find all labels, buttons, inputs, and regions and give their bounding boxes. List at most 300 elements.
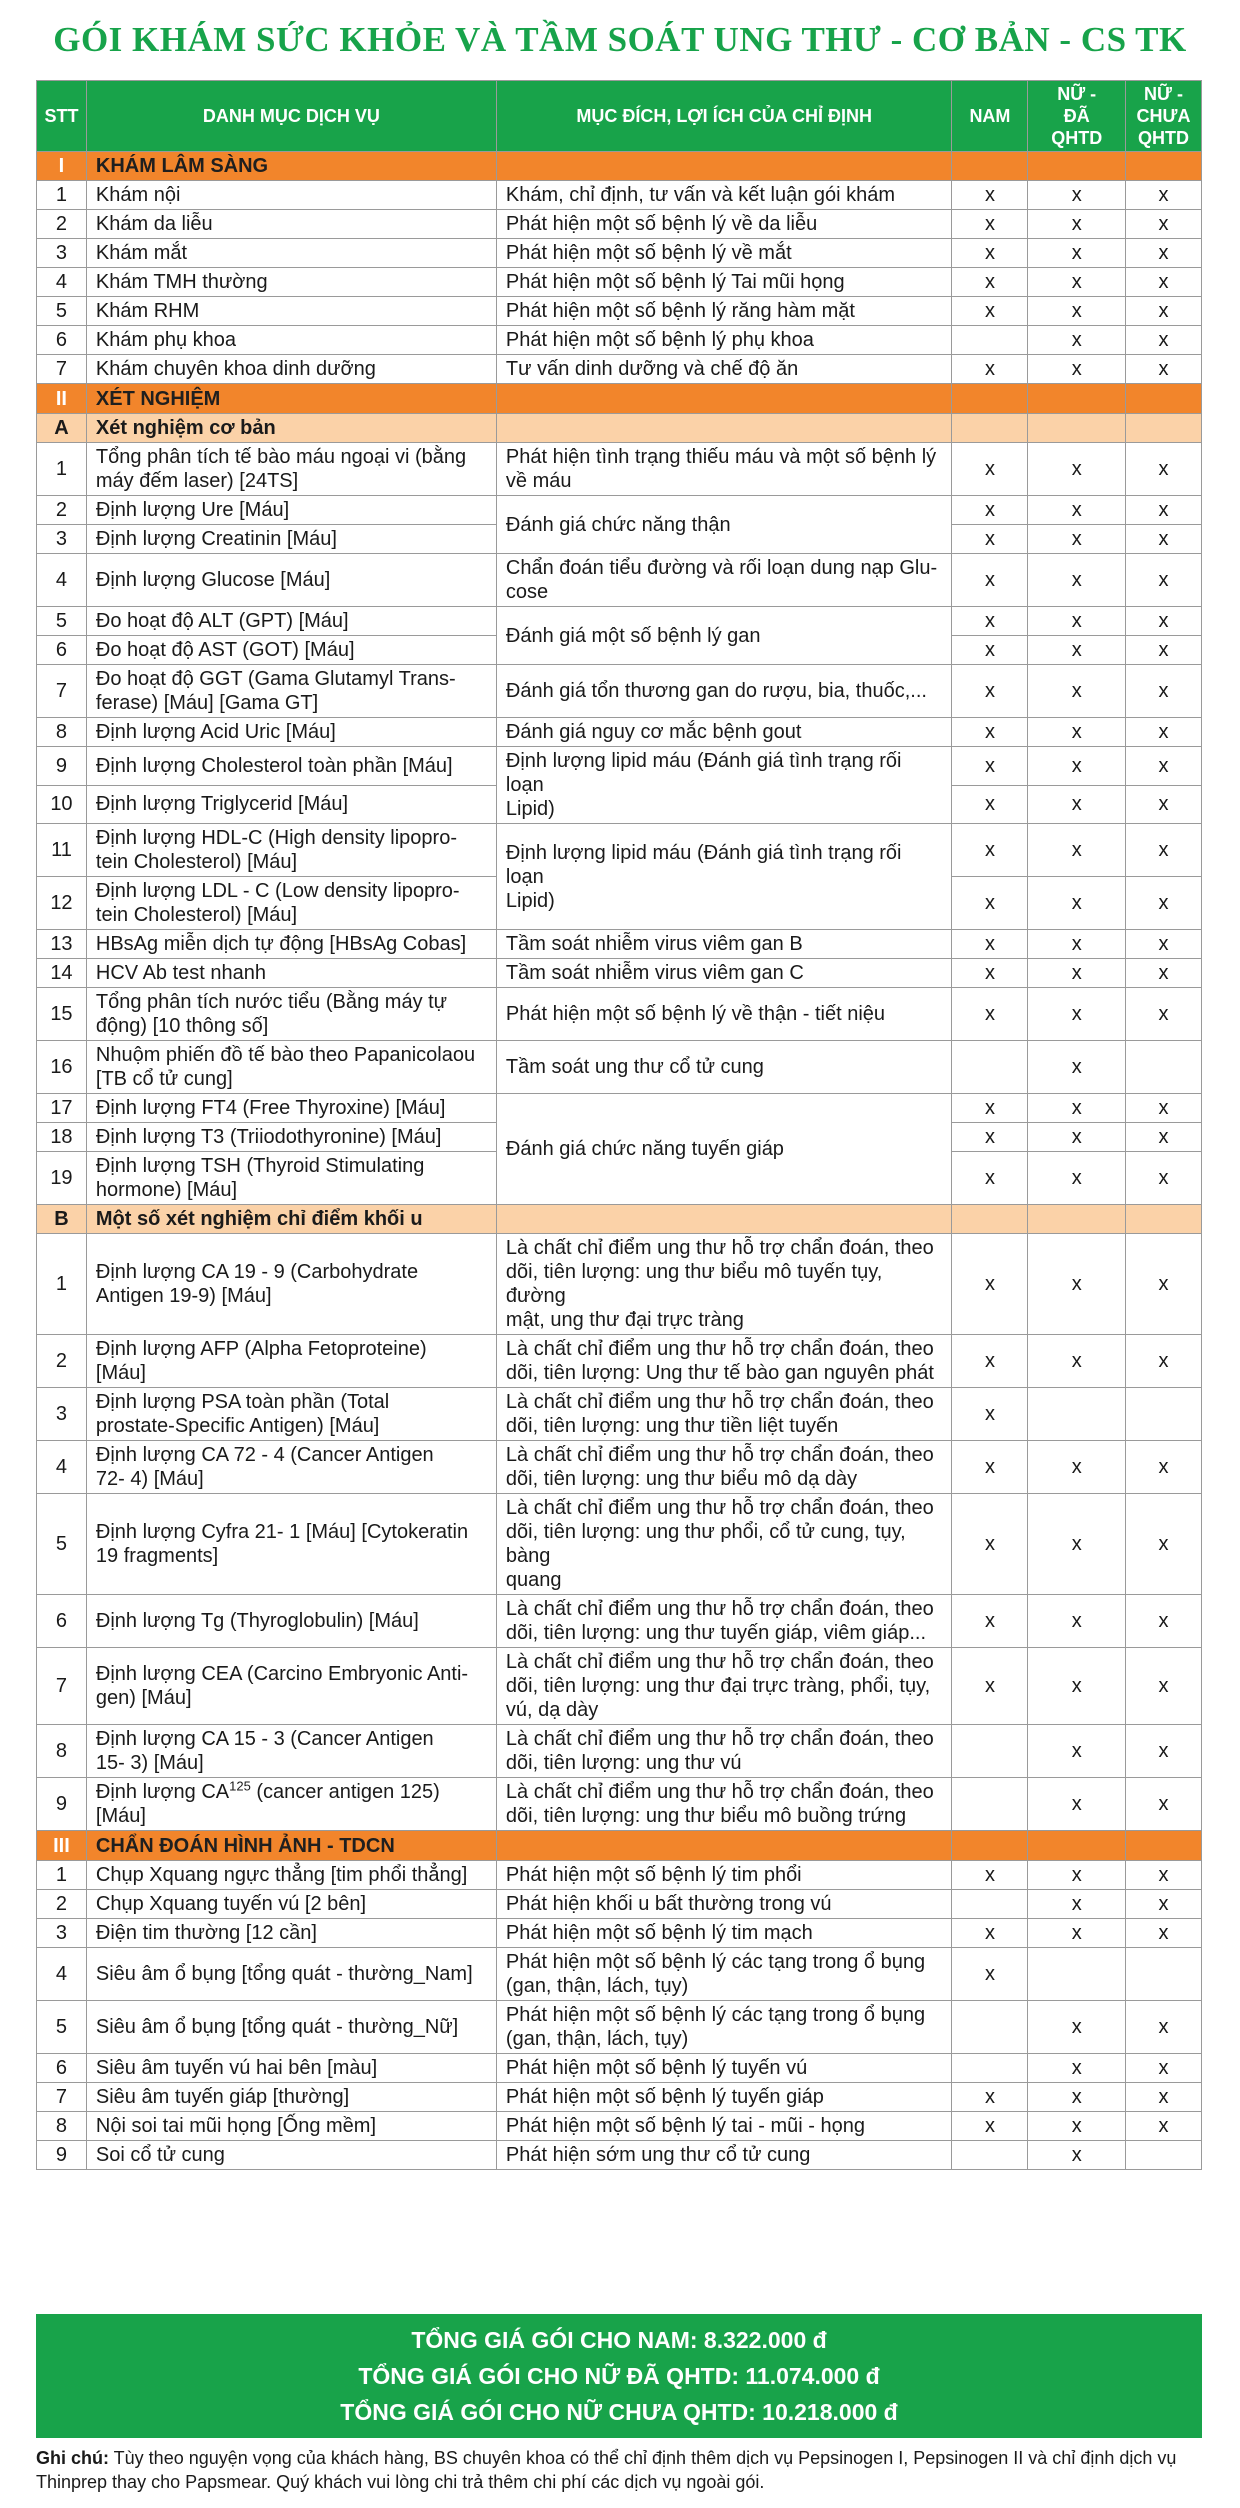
mark-nam: [952, 1890, 1028, 1919]
section-row: [37, 1831, 1202, 1861]
mark-nam: x: [952, 959, 1028, 988]
mark-nu-chua: x: [1126, 1094, 1202, 1123]
table-row: [37, 326, 1202, 355]
table-row: [37, 1388, 1202, 1441]
mark-nu-chua: x: [1126, 988, 1202, 1041]
table-row: [37, 1041, 1202, 1094]
mark-nu-da: x: [1028, 268, 1126, 297]
row-purpose: Định lượng lipid máu (Đánh giá tình trạng rối loạn Lipid): [496, 747, 952, 824]
row-service: Chụp Xquang ngực thẳng [tim phổi thẳng]: [86, 1861, 496, 1890]
row-service: Siêu âm tuyến vú hai bên [màu]: [86, 2054, 496, 2083]
row-stt: 1: [37, 1234, 87, 1335]
service-text: Định lượng CA: [95, 1781, 230, 1803]
row-stt: 12: [37, 877, 87, 930]
row-stt: 9: [37, 2141, 87, 2170]
table-row: [37, 268, 1202, 297]
mark-nam: x: [952, 636, 1028, 665]
mark-nu-chua: [1126, 1948, 1202, 2001]
mark-nu-chua: x: [1126, 268, 1202, 297]
mark-nu-chua: x: [1126, 636, 1202, 665]
mark-nam: x: [952, 1919, 1028, 1948]
table-row: [37, 607, 1202, 636]
mark-nu-chua: x: [1126, 1919, 1202, 1948]
mark-nu-da: x: [1028, 443, 1126, 496]
row-purpose: Phát hiện một số bệnh lý răng hàm mặt: [496, 297, 952, 326]
row-service: Khám nội: [86, 181, 496, 210]
row-stt: 7: [37, 355, 87, 384]
table-row: [37, 1890, 1202, 1919]
mark-nu-chua: x: [1126, 1441, 1202, 1494]
mark-nam: x: [952, 1861, 1028, 1890]
table-row: [37, 1441, 1202, 1494]
row-service: Định lượng LDL - C (Low density lipopro- tein Cholesterol) [Máu]: [86, 877, 496, 930]
row-stt: 2: [37, 496, 87, 525]
row-stt: 14: [37, 959, 87, 988]
mark-nu-chua: x: [1126, 959, 1202, 988]
row-purpose: Là chất chỉ điểm ung thư hỗ trợ chẩn đoán, theo dõi, tiên lượng: ung thư tiền liệt tuyến: [496, 1388, 952, 1441]
row-purpose: Là chất chỉ điểm ung thư hỗ trợ chẩn đoán, theo dõi, tiên lượng: ung thư biểu mô buồng trứng: [496, 1778, 952, 1831]
row-service: Siêu âm tuyến giáp [thường]: [86, 2083, 496, 2112]
table-row: [37, 297, 1202, 326]
row-purpose: Tầm soát nhiễm virus viêm gan C: [496, 959, 952, 988]
row-purpose: Phát hiện một số bệnh lý phụ khoa: [496, 326, 952, 355]
row-service: Khám RHM: [86, 297, 496, 326]
mark-nu-da: x: [1028, 1890, 1126, 1919]
table-row: [37, 1648, 1202, 1725]
mark-nu-chua: x: [1126, 2001, 1202, 2054]
mark-nu-chua: x: [1126, 326, 1202, 355]
total-price-nu-chua: TỔNG GIÁ GÓI CHO NỮ CHƯA QHTD: 10.218.000 đ: [340, 2399, 898, 2425]
row-purpose: Là chất chỉ điểm ung thư hỗ trợ chẩn đoán, theo dõi, tiên lượng: ung thư biểu mô dạ dày: [496, 1441, 952, 1494]
mark-nam: x: [952, 1123, 1028, 1152]
mark-nu-chua: x: [1126, 747, 1202, 786]
mark-nam: x: [952, 607, 1028, 636]
row-purpose: Khám, chỉ định, tư vấn và kết luận gói khám: [496, 181, 952, 210]
mark-nu-chua: x: [1126, 877, 1202, 930]
footnote-label: Ghi chú:: [36, 2448, 109, 2468]
row-purpose: Phát hiện một số bệnh lý tai - mũi - họng: [496, 2112, 952, 2141]
row-service: Nhuộm phiến đồ tế bào theo Papanicolaou [TB cổ tử cung]: [86, 1041, 496, 1094]
table-row: [37, 2001, 1202, 2054]
table-row: [37, 2083, 1202, 2112]
row-service: Đo hoạt độ AST (GOT) [Máu]: [86, 636, 496, 665]
row-stt: 1: [37, 443, 87, 496]
mark-nam: x: [952, 1234, 1028, 1335]
subsection-letter: B: [37, 1205, 87, 1234]
row-stt: 5: [37, 297, 87, 326]
row-stt: 15: [37, 988, 87, 1041]
mark-nu-da: x: [1028, 297, 1126, 326]
row-service: Định lượng Tg (Thyroglobulin) [Máu]: [86, 1595, 496, 1648]
row-stt: 17: [37, 1094, 87, 1123]
mark-nu-chua: x: [1126, 1648, 1202, 1725]
row-stt: 2: [37, 1890, 87, 1919]
mark-nu-chua: x: [1126, 554, 1202, 607]
section-number: III: [37, 1831, 87, 1861]
mark-nu-da: x: [1028, 1041, 1126, 1094]
row-purpose: Phát hiện tình trạng thiếu máu và một số bệnh lý về máu: [496, 443, 952, 496]
mark-nu-da: x: [1028, 718, 1126, 747]
table-row: [37, 1494, 1202, 1595]
row-stt: 13: [37, 930, 87, 959]
row-purpose: Phát hiện một số bệnh lý tim mạch: [496, 1919, 952, 1948]
row-stt: 9: [37, 1778, 87, 1831]
row-purpose: Phát hiện một số bệnh lý tuyến giáp: [496, 2083, 952, 2112]
row-service: Định lượng Triglycerid [Máu]: [86, 785, 496, 824]
col-nu-da-header: NỮ - ĐÃ QHTD: [1028, 81, 1126, 152]
mark-nu-chua: x: [1126, 297, 1202, 326]
table-row: [37, 443, 1202, 496]
row-service: Siêu âm ổ bụng [tổng quát - thường_Nữ]: [86, 2001, 496, 2054]
mark-nam: [952, 2054, 1028, 2083]
mark-nam: x: [952, 2112, 1028, 2141]
mark-nu-da: x: [1028, 1234, 1126, 1335]
mark-nam: x: [952, 1494, 1028, 1595]
mark-nam: x: [952, 930, 1028, 959]
row-stt: 4: [37, 554, 87, 607]
section-number: II: [37, 384, 87, 414]
mark-nam: x: [952, 1388, 1028, 1441]
service-table: [36, 80, 1202, 2170]
mark-nam: x: [952, 443, 1028, 496]
row-stt: 1: [37, 1861, 87, 1890]
mark-nam: x: [952, 665, 1028, 718]
row-service: Định lượng TSH (Thyroid Stimulating hormone) [Máu]: [86, 1152, 496, 1205]
row-service: Chụp Xquang tuyến vú [2 bên]: [86, 1890, 496, 1919]
mark-nu-da: x: [1028, 1335, 1126, 1388]
mark-nu-da: x: [1028, 607, 1126, 636]
row-purpose: Phát hiện một số bệnh lý về da liễu: [496, 210, 952, 239]
section-row: [37, 152, 1202, 181]
mark-nu-da: x: [1028, 554, 1126, 607]
mark-nu-da: x: [1028, 2054, 1126, 2083]
table-row: [37, 1234, 1202, 1335]
total-price-nu-da: TỔNG GIÁ GÓI CHO NỮ ĐÃ QHTD: 11.074.000 đ: [358, 2363, 880, 2389]
mark-nam: x: [952, 1648, 1028, 1725]
table-row: [37, 1595, 1202, 1648]
row-service: Định lượng Acid Uric [Máu]: [86, 718, 496, 747]
table-row: [37, 1725, 1202, 1778]
subsection-row: [37, 414, 1202, 443]
row-purpose: Là chất chỉ điểm ung thư hỗ trợ chẩn đoán, theo dõi, tiên lượng: ung thư tuyến giáp, viêm giáp...: [496, 1595, 952, 1648]
mark-nu-chua: x: [1126, 210, 1202, 239]
mark-nam: [952, 1778, 1028, 1831]
row-purpose: Phát hiện một số bệnh lý tuyến vú: [496, 2054, 952, 2083]
table-row: [37, 930, 1202, 959]
price-summary: [36, 2314, 1202, 2438]
row-stt: 6: [37, 326, 87, 355]
row-stt: 8: [37, 718, 87, 747]
section-label: XÉT NGHIỆM: [86, 384, 496, 414]
row-service: [86, 1778, 496, 1831]
mark-nu-da: x: [1028, 525, 1126, 554]
mark-nam: x: [952, 785, 1028, 824]
row-purpose: Chẩn đoán tiểu đường và rối loạn dung nạp Glu- cose: [496, 554, 952, 607]
mark-nam: x: [952, 297, 1028, 326]
mark-nu-chua: x: [1126, 2112, 1202, 2141]
mark-nu-chua: x: [1126, 443, 1202, 496]
row-service: Định lượng Ure [Máu]: [86, 496, 496, 525]
mark-nu-da: x: [1028, 2112, 1126, 2141]
row-stt: 7: [37, 2083, 87, 2112]
mark-nu-da: x: [1028, 496, 1126, 525]
mark-nu-chua: x: [1126, 607, 1202, 636]
row-stt: 11: [37, 824, 87, 877]
page-title: GÓI KHÁM SỨC KHỎE VÀ TẦM SOÁT UNG THƯ - CƠ BẢN - CS TK: [53, 20, 1187, 59]
row-service: HBsAg miễn dịch tự động [HBsAg Cobas]: [86, 930, 496, 959]
row-service: Khám TMH thường: [86, 268, 496, 297]
footnote-text: Tùy theo nguyện vọng của khách hàng, BS chuyên khoa có thể chỉ định thêm dịch vụ Pepsinogen I, Pepsinogen II và chỉ định dịch vụ Thinprep thay cho Papsmear. Quý khách vui lòng chi trả thêm chi phí các dịch vụ ngoài gói.: [36, 2448, 1177, 2492]
mark-nu-chua: [1126, 1041, 1202, 1094]
mark-nam: [952, 2001, 1028, 2054]
row-stt: 2: [37, 210, 87, 239]
row-stt: 5: [37, 2001, 87, 2054]
table-row: [37, 210, 1202, 239]
mark-nam: x: [952, 877, 1028, 930]
mark-nam: x: [952, 718, 1028, 747]
mark-nam: x: [952, 554, 1028, 607]
row-purpose: Phát hiện một số bệnh lý về thận - tiết niệu: [496, 988, 952, 1041]
row-stt: 8: [37, 2112, 87, 2141]
row-purpose: Tầm soát ung thư cổ tử cung: [496, 1041, 952, 1094]
mark-nam: x: [952, 2083, 1028, 2112]
subsection-label: Một số xét nghiệm chỉ điểm khối u: [86, 1205, 496, 1234]
section-label: CHẨN ĐOÁN HÌNH ẢNH - TDCN: [86, 1831, 496, 1861]
mark-nu-chua: x: [1126, 785, 1202, 824]
row-service: Định lượng Glucose [Máu]: [86, 554, 496, 607]
mark-nu-da: x: [1028, 785, 1126, 824]
mark-nam: x: [952, 496, 1028, 525]
mark-nu-chua: x: [1126, 1494, 1202, 1595]
table-row: [37, 665, 1202, 718]
mark-nu-chua: x: [1126, 2054, 1202, 2083]
mark-nu-chua: x: [1126, 930, 1202, 959]
row-stt: 19: [37, 1152, 87, 1205]
row-stt: 5: [37, 607, 87, 636]
mark-nu-chua: x: [1126, 2083, 1202, 2112]
table-row: [37, 988, 1202, 1041]
mark-nu-da: x: [1028, 2141, 1126, 2170]
mark-nu-chua: x: [1126, 1595, 1202, 1648]
mark-nu-chua: x: [1126, 1335, 1202, 1388]
table-row: [37, 959, 1202, 988]
row-service: Điện tim thường [12 cần]: [86, 1919, 496, 1948]
mark-nu-da: x: [1028, 1595, 1126, 1648]
mark-nu-chua: [1126, 1388, 1202, 1441]
row-purpose: Là chất chỉ điểm ung thư hỗ trợ chẩn đoán, theo dõi, tiên lượng: ung thư biểu mô tuyến tụy, đường mật, ung thư đại trực tràng: [496, 1234, 952, 1335]
table-row: [37, 554, 1202, 607]
mark-nu-chua: x: [1126, 496, 1202, 525]
row-purpose: Tư vấn dinh dưỡng và chế độ ăn: [496, 355, 952, 384]
mark-nu-chua: x: [1126, 824, 1202, 877]
row-purpose: Là chất chỉ điểm ung thư hỗ trợ chẩn đoán, theo dõi, tiên lượng: Ung thư tế bào gan nguyên phát: [496, 1335, 952, 1388]
row-stt: 6: [37, 636, 87, 665]
col-nam-header: NAM: [952, 81, 1028, 152]
mark-nu-chua: x: [1126, 355, 1202, 384]
mark-nu-da: x: [1028, 1494, 1126, 1595]
row-purpose: Đánh giá chức năng thận: [496, 496, 952, 554]
row-service: Định lượng CEA (Carcino Embryonic Anti- gen) [Máu]: [86, 1648, 496, 1725]
mark-nu-da: [1028, 1948, 1126, 2001]
col-stt-header: STT: [37, 81, 87, 152]
mark-nu-chua: x: [1126, 181, 1202, 210]
table-row: [37, 747, 1202, 786]
superscript: 125: [229, 1778, 251, 1794]
mark-nam: x: [952, 525, 1028, 554]
row-stt: 9: [37, 747, 87, 786]
mark-nu-da: x: [1028, 1441, 1126, 1494]
row-purpose: Phát hiện một số bệnh lý Tai mũi họng: [496, 268, 952, 297]
row-service: Khám mắt: [86, 239, 496, 268]
mark-nam: x: [952, 1595, 1028, 1648]
mark-nu-da: x: [1028, 877, 1126, 930]
mark-nu-da: x: [1028, 1123, 1126, 1152]
row-purpose: Phát hiện một số bệnh lý tim phổi: [496, 1861, 952, 1890]
mark-nam: x: [952, 1441, 1028, 1494]
row-purpose: Phát hiện khối u bất thường trong vú: [496, 1890, 952, 1919]
mark-nu-da: x: [1028, 930, 1126, 959]
row-stt: 4: [37, 1441, 87, 1494]
mark-nu-da: x: [1028, 1094, 1126, 1123]
mark-nam: x: [952, 239, 1028, 268]
row-stt: 1: [37, 181, 87, 210]
mark-nu-chua: x: [1126, 1234, 1202, 1335]
mark-nu-da: x: [1028, 824, 1126, 877]
mark-nu-da: x: [1028, 1152, 1126, 1205]
mark-nam: x: [952, 988, 1028, 1041]
row-service: Định lượng Creatinin [Máu]: [86, 525, 496, 554]
table-row: [37, 181, 1202, 210]
row-purpose: Đánh giá chức năng tuyến giáp: [496, 1094, 952, 1205]
mark-nam: [952, 1041, 1028, 1094]
mark-nu-da: x: [1028, 1919, 1126, 1948]
table-row: [37, 1094, 1202, 1123]
row-stt: 7: [37, 665, 87, 718]
mark-nu-chua: x: [1126, 1123, 1202, 1152]
mark-nu-da: x: [1028, 1725, 1126, 1778]
row-stt: 2: [37, 1335, 87, 1388]
row-purpose: Phát hiện một số bệnh lý các tạng trong ổ bụng (gan, thận, lách, tụy): [496, 2001, 952, 2054]
row-stt: 3: [37, 1919, 87, 1948]
row-service: Soi cổ tử cung: [86, 2141, 496, 2170]
row-purpose: Là chất chỉ điểm ung thư hỗ trợ chẩn đoán, theo dõi, tiên lượng: ung thư phổi, cổ tử cung, tụy, bàng quang: [496, 1494, 952, 1595]
row-service: Nội soi tai mũi họng [Ống mềm]: [86, 2112, 496, 2141]
mark-nu-da: x: [1028, 239, 1126, 268]
mark-nu-chua: x: [1126, 239, 1202, 268]
row-service: Khám phụ khoa: [86, 326, 496, 355]
row-service: HCV Ab test nhanh: [86, 959, 496, 988]
row-service: Định lượng CA 19 - 9 (Carbohydrate Antigen 19-9) [Máu]: [86, 1234, 496, 1335]
row-purpose: Phát hiện một số bệnh lý về mắt: [496, 239, 952, 268]
row-service: Đo hoạt độ GGT (Gama Glutamyl Trans- ferase) [Máu] [Gama GT]: [86, 665, 496, 718]
mark-nu-chua: x: [1126, 718, 1202, 747]
row-stt: 4: [37, 1948, 87, 2001]
row-stt: 5: [37, 1494, 87, 1595]
row-service: Định lượng FT4 (Free Thyroxine) [Máu]: [86, 1094, 496, 1123]
mark-nu-chua: x: [1126, 1725, 1202, 1778]
row-service: Khám da liễu: [86, 210, 496, 239]
col-service-header: DANH MỤC DỊCH VỤ: [86, 81, 496, 152]
table-row: [37, 2054, 1202, 2083]
mark-nu-da: x: [1028, 2083, 1126, 2112]
mark-nu-da: [1028, 1388, 1126, 1441]
row-stt: 8: [37, 1725, 87, 1778]
row-purpose: Đánh giá một số bệnh lý gan: [496, 607, 952, 665]
row-service: Định lượng HDL-C (High density lipopro- tein Cholesterol) [Máu]: [86, 824, 496, 877]
table-row: [37, 718, 1202, 747]
row-service: Đo hoạt độ ALT (GPT) [Máu]: [86, 607, 496, 636]
row-service: Định lượng AFP (Alpha Fetoproteine) [Máu]: [86, 1335, 496, 1388]
table-row: [37, 355, 1202, 384]
row-stt: 16: [37, 1041, 87, 1094]
mark-nam: x: [952, 210, 1028, 239]
mark-nu-da: x: [1028, 636, 1126, 665]
mark-nu-da: x: [1028, 747, 1126, 786]
mark-nam: [952, 1725, 1028, 1778]
mark-nam: x: [952, 1152, 1028, 1205]
row-service: Tổng phân tích nước tiểu (Bằng máy tự động) [10 thông số]: [86, 988, 496, 1041]
row-service: Siêu âm ổ bụng [tổng quát - thường_Nam]: [86, 1948, 496, 2001]
row-purpose: Là chất chỉ điểm ung thư hỗ trợ chẩn đoán, theo dõi, tiên lượng: ung thư đại trực tràng, phổi, tụy, vú, dạ dày: [496, 1648, 952, 1725]
section-number: I: [37, 152, 87, 181]
mark-nu-da: x: [1028, 2001, 1126, 2054]
row-service: Định lượng Cyfra 21- 1 [Máu] [Cytokeratin 19 fragments]: [86, 1494, 496, 1595]
row-stt: 6: [37, 1595, 87, 1648]
footnote: [36, 2446, 1206, 2494]
table-header: [37, 81, 1202, 152]
mark-nu-da: x: [1028, 959, 1126, 988]
mark-nam: x: [952, 355, 1028, 384]
subsection-letter: A: [37, 414, 87, 443]
mark-nam: x: [952, 824, 1028, 877]
table-row: [37, 496, 1202, 525]
row-service: Định lượng CA 15 - 3 (Cancer Antigen 15- 3) [Máu]: [86, 1725, 496, 1778]
table-row: [37, 1919, 1202, 1948]
row-stt: 4: [37, 268, 87, 297]
row-stt: 3: [37, 239, 87, 268]
row-service: Khám chuyên khoa dinh dưỡng: [86, 355, 496, 384]
row-purpose: Là chất chỉ điểm ung thư hỗ trợ chẩn đoán, theo dõi, tiên lượng: ung thư vú: [496, 1725, 952, 1778]
row-service: Định lượng T3 (Triiodothyronine) [Máu]: [86, 1123, 496, 1152]
row-stt: 7: [37, 1648, 87, 1725]
mark-nu-chua: [1126, 2141, 1202, 2170]
mark-nu-da: x: [1028, 181, 1126, 210]
mark-nu-da: x: [1028, 665, 1126, 718]
mark-nu-chua: x: [1126, 665, 1202, 718]
mark-nu-da: x: [1028, 210, 1126, 239]
subsection-label: Xét nghiệm cơ bản: [86, 414, 496, 443]
mark-nu-da: x: [1028, 1778, 1126, 1831]
row-stt: 6: [37, 2054, 87, 2083]
total-price-nam: TỔNG GIÁ GÓI CHO NAM: 8.322.000 đ: [411, 2327, 827, 2353]
mark-nu-chua: x: [1126, 1890, 1202, 1919]
subsection-row: [37, 1205, 1202, 1234]
mark-nu-da: x: [1028, 988, 1126, 1041]
mark-nam: x: [952, 1094, 1028, 1123]
row-service: Định lượng CA 72 - 4 (Cancer Antigen 72- 4) [Máu]: [86, 1441, 496, 1494]
section-label: KHÁM LÂM SÀNG: [86, 152, 496, 181]
mark-nu-da: x: [1028, 326, 1126, 355]
table-row: [37, 1948, 1202, 2001]
mark-nu-chua: x: [1126, 1152, 1202, 1205]
col-purpose-header: MỤC ĐÍCH, LỢI ÍCH CỦA CHỈ ĐỊNH: [496, 81, 952, 152]
table-row: [37, 1335, 1202, 1388]
row-purpose: Phát hiện sớm ung thư cổ tử cung: [496, 2141, 952, 2170]
row-purpose: Phát hiện một số bệnh lý các tạng trong ổ bụng (gan, thận, lách, tụy): [496, 1948, 952, 2001]
mark-nam: [952, 2141, 1028, 2170]
row-purpose: Tầm soát nhiễm virus viêm gan B: [496, 930, 952, 959]
row-purpose: Đánh giá tổn thương gan do rượu, bia, thuốc,...: [496, 665, 952, 718]
